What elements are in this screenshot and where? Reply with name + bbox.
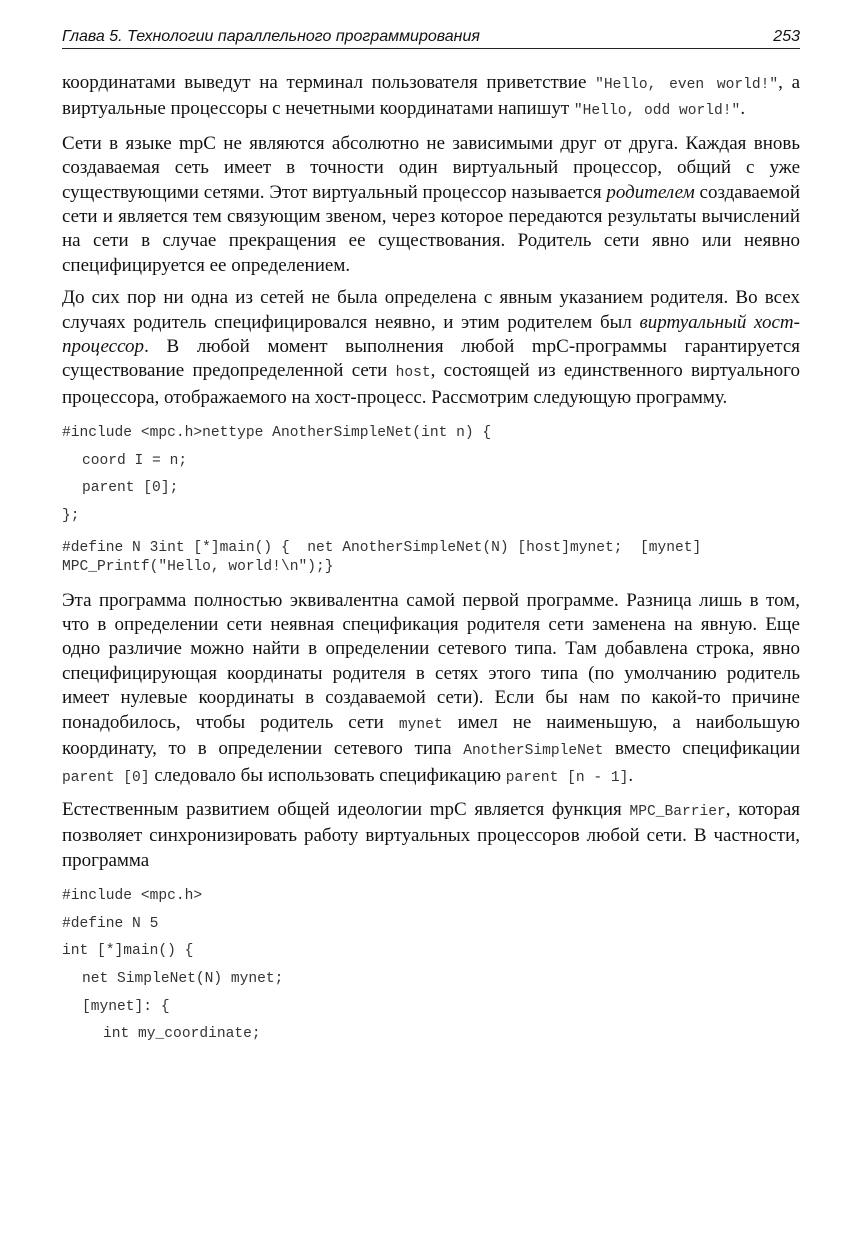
code-line: int my_coordinate; <box>103 1026 261 1043</box>
text-run: Сети в языке mpC не являются абсолютно не зависимыми друг от друга. Каждая вновь создаваемая сеть имеет в точности один виртуальный процессор, общий с уже существующими сетями. Этот виртуальный процессор называется <box>62 132 800 203</box>
inline-code: AnotherSimpleNet <box>463 743 604 760</box>
inline-code: mynet <box>398 716 443 733</box>
text-run: следовало бы использовать спецификацию <box>149 764 506 786</box>
paragraph-1 <box>62 71 800 124</box>
text-run: . <box>628 764 634 786</box>
paragraph-2 <box>62 132 800 278</box>
text-run: Эта программа полностью эквивалентна самой первой программе. Разница лишь в том, что в определении сети неявная спецификация родителя сети заменена на явную. Еще одно различие можно найти в определении сетевого типа. Там добавлена строка, явно специфицирующая координаты родителя в сетях этого типа (по умолчанию родитель имеет нулевые координаты в создаваемой сети). Если бы нам по какой-то причине понадобилось, чтобы родитель сети <box>62 589 800 733</box>
text-run: . <box>740 98 746 120</box>
page-header <box>62 28 800 49</box>
code-line: [mynet]: { <box>82 998 170 1015</box>
inline-code: MPC_Barrier <box>629 803 726 820</box>
text-run: имел не наименьшую, а наибольшую координату, то в определении сетевого типа <box>62 711 801 760</box>
code-listing-2 <box>62 883 800 1049</box>
text-run: вместо спецификации <box>603 738 800 760</box>
code-line: net SimpleNet(N) mynet; <box>82 970 284 987</box>
inline-code: parent [n - 1] <box>505 769 629 786</box>
code-line: int [*]main() { <box>62 943 194 960</box>
text-run: создаваемой сети и является тем связующим звеном, через которое передаются результаты вычислений на сети в случае прекращения ее существования. Родитель сети явно или неявно специфицируется ее определением. <box>62 181 800 276</box>
code-line: #include <mpc.h> <box>62 888 203 905</box>
paragraph-5 <box>62 798 800 873</box>
page-number: 253 <box>773 28 800 45</box>
paragraph-4 <box>62 589 800 790</box>
code-line: coord I = n; <box>82 452 188 469</box>
inline-code: "Hello, even world!" <box>595 77 779 93</box>
text-run: координатами выведут на терминал пользователя приветствие <box>62 72 587 93</box>
inline-code: "Hello, odd world!" <box>573 103 741 120</box>
text-run: . В любой момент выполнения любой mpC-программы гарантируется существование предопределенной сети <box>62 336 800 382</box>
code-line: #define N 3int [*]main() { net AnotherSimpleNet(N) [host]mynet; [mynet] MPC_Printf("Hello, world!\n");} <box>62 539 702 575</box>
inline-code: parent [0] <box>62 769 150 786</box>
text-run: , состоящей из единственного виртуального процессора, отображаемого на хост-процесс. Рассмотрим следующую программу. <box>62 360 800 408</box>
book-page <box>62 28 800 1049</box>
text-run: Естественным развитием общей идеологии mpC является функция <box>62 798 630 820</box>
code-line: #define N 5 <box>62 915 159 932</box>
text-run: , которая позволяет синхронизировать работу виртуальных процессоров любой сети. В частности, программа <box>62 798 800 871</box>
paragraph-3 <box>62 286 800 410</box>
emphasis-term: родителем <box>606 181 695 203</box>
text-run: До сих пор ни одна из сетей не была определена с явным указанием родителя. Во всех случаях родитель специфицировался неявно, и этим родителем был <box>62 287 800 333</box>
text-run: , а виртуальные процессоры с нечетными координатами напишут <box>62 72 801 120</box>
inline-code: host <box>395 365 431 382</box>
emphasis-term: виртуальный хост-процессор <box>62 311 800 358</box>
code-line: }; <box>62 508 80 525</box>
code-line: #include <mpc.h>nettype AnotherSimpleNet(int n) { <box>62 425 492 442</box>
code-line: parent [0]; <box>82 480 179 497</box>
code-listing-1 <box>62 420 800 576</box>
chapter-title: Глава 5. Технологии параллельного программирования <box>62 28 480 45</box>
